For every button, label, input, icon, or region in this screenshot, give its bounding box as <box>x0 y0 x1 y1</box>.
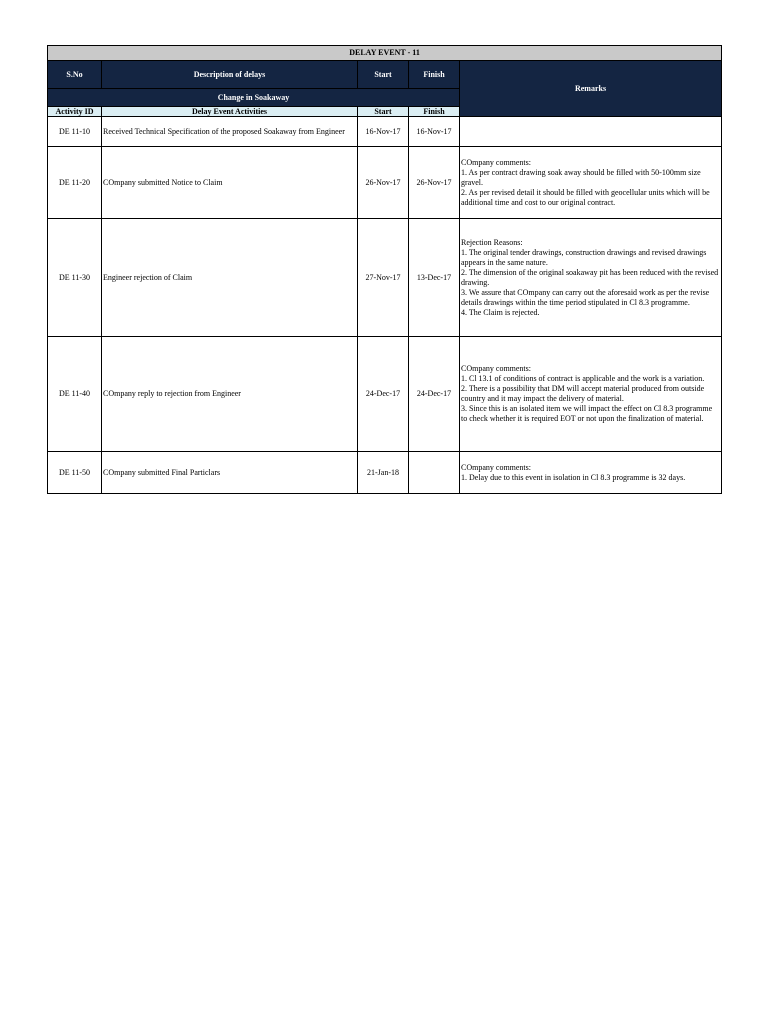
header-description: Description of delays <box>102 61 358 89</box>
header-remarks: Remarks <box>460 61 722 117</box>
table-row <box>48 337 722 452</box>
start-date-cell: 24-Dec-17 <box>358 337 409 452</box>
header-sno: S.No <box>48 61 102 89</box>
table-row <box>48 452 722 494</box>
table-row <box>48 147 722 219</box>
activity-id-cell: DE 11-40 <box>48 337 102 452</box>
title-row <box>48 46 722 61</box>
subheader-start: Start <box>358 107 409 117</box>
header-start: Start <box>358 61 409 89</box>
delay-event-table <box>47 45 722 494</box>
table-row <box>48 219 722 337</box>
activity-id-cell: DE 11-30 <box>48 219 102 337</box>
table-row <box>48 117 722 147</box>
start-date-cell: 27-Nov-17 <box>358 219 409 337</box>
start-date-cell: 21-Jan-18 <box>358 452 409 494</box>
remarks-cell <box>460 117 722 147</box>
header-row <box>48 61 722 89</box>
subheader-activity-id: Activity ID <box>48 107 102 117</box>
activity-description-cell: COmpany submitted Final Particlars <box>102 452 358 494</box>
activity-id-cell: DE 11-10 <box>48 117 102 147</box>
activity-description-cell: COmpany submitted Notice to Claim <box>102 147 358 219</box>
activity-description-cell: COmpany reply to rejection from Engineer <box>102 337 358 452</box>
subheader-finish: Finish <box>409 107 460 117</box>
finish-date-cell: 13-Dec-17 <box>409 219 460 337</box>
start-date-cell: 26-Nov-17 <box>358 147 409 219</box>
activity-id-cell: DE 11-50 <box>48 452 102 494</box>
finish-date-cell: 24-Dec-17 <box>409 337 460 452</box>
finish-date-cell: 16-Nov-17 <box>409 117 460 147</box>
header-finish: Finish <box>409 61 460 89</box>
start-date-cell: 16-Nov-17 <box>358 117 409 147</box>
remarks-cell: COmpany comments: 1. As per contract drawing soak away should be filled with 50-100mm size gravel. 2. As per revised detail it should be filled with geocellular units which will be additional time and cost to our original contract. <box>460 147 722 219</box>
finish-date-cell <box>409 452 460 494</box>
activity-description-cell: Engineer rejection of Claim <box>102 219 358 337</box>
section-title: Change in Soakaway <box>48 89 460 107</box>
sheet-title: DELAY EVENT - 11 <box>48 46 722 61</box>
subheader-activities: Delay Event Activities <box>102 107 358 117</box>
remarks-cell: COmpany comments: 1. Delay due to this event in isolation in Cl 8.3 programme is 32 days. <box>460 452 722 494</box>
activity-description-cell: Received Technical Specification of the proposed Soakaway from Engineer <box>102 117 358 147</box>
remarks-cell: Rejection Reasons: 1. The original tender drawings, construction drawings and revised drawings appears in the same nature. 2. The dimension of the original soakaway pit has been reduced with the revised drawing. 3. We assure that COmpany can carry out the aforesaid work as per the revise details drawings within the time period stipulated in Cl 8.3 programme. 4. The Claim is rejected. <box>460 219 722 337</box>
finish-date-cell: 26-Nov-17 <box>409 147 460 219</box>
activity-id-cell: DE 11-20 <box>48 147 102 219</box>
remarks-cell: COmpany comments: 1. Cl 13.1 of conditions of contract is applicable and the work is a variation. 2. There is a possibility that DM will accept material produced from outside country and it may impact the delivery of material. 3. Since this is an isolated item we will impact the effect on Cl 8.3 programme to check whether it is required EOT or not upon the finalization of material. <box>460 337 722 452</box>
